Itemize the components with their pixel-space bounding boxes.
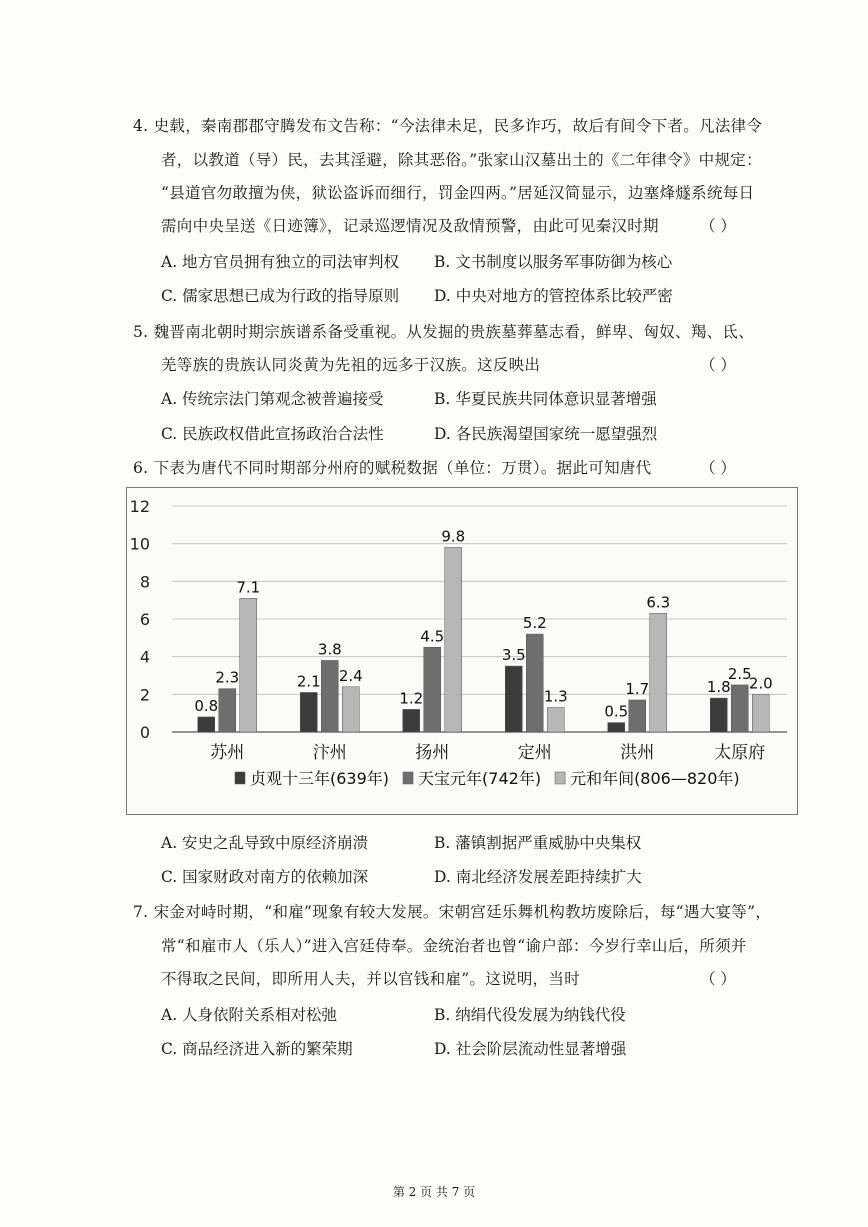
legend-swatch	[403, 772, 413, 784]
bar	[526, 634, 543, 732]
q7-option-c[interactable]: C. 商品经济进入新的繁荣期	[161, 1040, 353, 1058]
bar	[424, 647, 441, 732]
data-label: 6.3	[646, 593, 671, 612]
q6-option-d[interactable]: D. 南北经济发展差距持续扩大	[434, 868, 642, 886]
data-label: 3.5	[501, 646, 526, 665]
q4-line-3: “县道官勿敢擅为侠，狱讼盗诉而细行，罚金四两。”居延汉简显示，边塞烽燧系统每日	[161, 184, 755, 202]
data-label: 4.5	[420, 627, 445, 646]
q4-line-1: 4. 史载，秦南郡郡守腾发布文告称：“今法律未足，民多诈巧，故后有间令下者。凡法律令	[133, 117, 763, 135]
bar	[219, 689, 236, 732]
q7-line-2: 常“和雇市人（乐人）”进入宫廷侍奉。金统治者也曾“谕户部：今岁行幸山后，所须并	[161, 937, 747, 955]
bar	[752, 694, 769, 732]
data-label: 2.3	[215, 668, 240, 687]
data-label: 1.2	[399, 689, 424, 708]
legend-label: 元和年间(806—820年)	[570, 769, 740, 788]
q5-option-c[interactable]: C. 民族政权借此宣扬政治合法性	[161, 425, 384, 443]
bar	[710, 698, 727, 732]
q4-option-a[interactable]: A. 地方官员拥有独立的司法审判权	[161, 253, 400, 271]
chart-svg	[127, 488, 797, 814]
chart-canvas	[127, 488, 797, 818]
q7-option-d[interactable]: D. 社会阶层流动性显著增强	[434, 1040, 627, 1058]
legend-swatch	[235, 772, 245, 784]
q4-option-b[interactable]: B. 文书制度以服务军事防御为核心	[434, 253, 673, 271]
bar	[300, 692, 317, 732]
bar	[198, 717, 215, 732]
q6-answer-paren: （ ）	[700, 459, 736, 477]
bar	[608, 723, 625, 732]
q4-option-c[interactable]: C. 儒家思想已成为行政的指导原则	[161, 287, 400, 305]
q5-line-1: 5. 魏晋南北朝时期宗族谱系备受重视。从发掘的贵族墓葬墓志看，鲜卑、匈奴、羯、氐、	[133, 323, 755, 341]
bar	[505, 666, 522, 732]
bar	[650, 613, 667, 732]
bar	[731, 685, 748, 732]
y-tick-label: 10	[129, 534, 150, 554]
y-tick-label: 4	[139, 647, 150, 667]
y-tick-label: 8	[139, 572, 150, 592]
q7-answer-paren: （ ）	[700, 970, 736, 988]
q4-line-4: 需向中央呈送《日迹簿》，记录巡逻情况及敌情预警，由此可见秦汉时期	[161, 217, 659, 235]
bar	[403, 709, 420, 732]
bar	[321, 660, 338, 732]
category-label: 定州	[517, 743, 552, 763]
data-label: 2.1	[296, 672, 321, 691]
q5-option-b[interactable]: B. 华夏民族共同体意识显著增强	[434, 390, 657, 408]
category-label: 汴州	[312, 743, 347, 763]
data-label: 2.0	[748, 674, 773, 693]
tax-bar-chart	[126, 487, 798, 815]
bar	[629, 700, 646, 732]
q6-option-a[interactable]: A. 安史之乱导致中原经济崩溃	[161, 834, 369, 852]
bar	[445, 547, 462, 732]
y-tick-label: 2	[139, 685, 150, 705]
legend-label: 天宝元年(742年)	[418, 769, 542, 788]
category-label: 太原府	[714, 743, 766, 763]
q5-option-a[interactable]: A. 传统宗法门第观念被普遍接受	[161, 390, 384, 408]
q6-option-c[interactable]: C. 国家财政对南方的依赖加深	[161, 868, 369, 886]
legend-swatch	[555, 772, 565, 784]
q5-line-2: 羌等族的贵族认同炎黄为先祖的远多于汉族。这反映出	[161, 356, 541, 374]
data-label: 1.8	[706, 678, 731, 697]
q7-option-b[interactable]: B. 纳绢代役发展为纳钱代役	[434, 1006, 626, 1024]
q6-option-b[interactable]: B. 藩镇割据严重威胁中央集权	[434, 834, 642, 852]
y-tick-label: 6	[139, 610, 150, 629]
bar	[240, 598, 257, 732]
bar	[342, 687, 359, 732]
q4-answer-paren: （ ）	[700, 217, 736, 235]
data-label: 2.4	[338, 666, 363, 685]
data-label: 1.3	[543, 687, 568, 706]
category-label: 苏州	[210, 743, 245, 763]
q4-option-d[interactable]: D. 中央对地方的管控体系比较严密	[434, 287, 673, 305]
data-label: 9.8	[441, 527, 466, 546]
y-tick-label: 0	[139, 723, 150, 742]
q5-answer-paren: （ ）	[700, 356, 736, 374]
data-label: 1.7	[625, 679, 650, 698]
bar	[547, 708, 564, 732]
q7-line-3: 不得取之民间，即所用人夫，并以官钱和雇”。这说明，当时	[161, 970, 581, 988]
q4-line-2: 者，以教道（导）民，去其淫避，除其恶俗。”张家山汉墓出土的《二年律令》中规定：	[161, 151, 762, 169]
q6-line-1: 6. 下表为唐代不同时期部分州府的赋税数据（单位：万贯）。据此可知唐代	[133, 459, 652, 477]
data-label: 5.2	[522, 614, 547, 633]
legend-label: 贞观十三年(639年)	[250, 769, 390, 788]
q7-line-1: 7. 宋金对峙时期，“和雇”现象有较大发展。宋朝宫廷乐舞机构教坊废除后，每“遇大宴等”，	[133, 903, 772, 921]
category-label: 洪州	[620, 743, 655, 763]
q7-option-a[interactable]: A. 人身依附关系相对松弛	[161, 1006, 338, 1024]
data-label: 7.1	[236, 578, 261, 597]
q5-option-d[interactable]: D. 各民族渴望国家统一愿望强烈	[434, 425, 658, 443]
page-footer: 第 2 页 共 7 页	[392, 1185, 476, 1199]
data-label: 0.5	[604, 702, 629, 721]
data-label: 2.5	[727, 664, 752, 683]
data-label: 3.8	[317, 640, 342, 659]
y-tick-label: 12	[129, 497, 150, 516]
category-label: 扬州	[415, 743, 450, 763]
data-label: 0.8	[194, 696, 219, 715]
